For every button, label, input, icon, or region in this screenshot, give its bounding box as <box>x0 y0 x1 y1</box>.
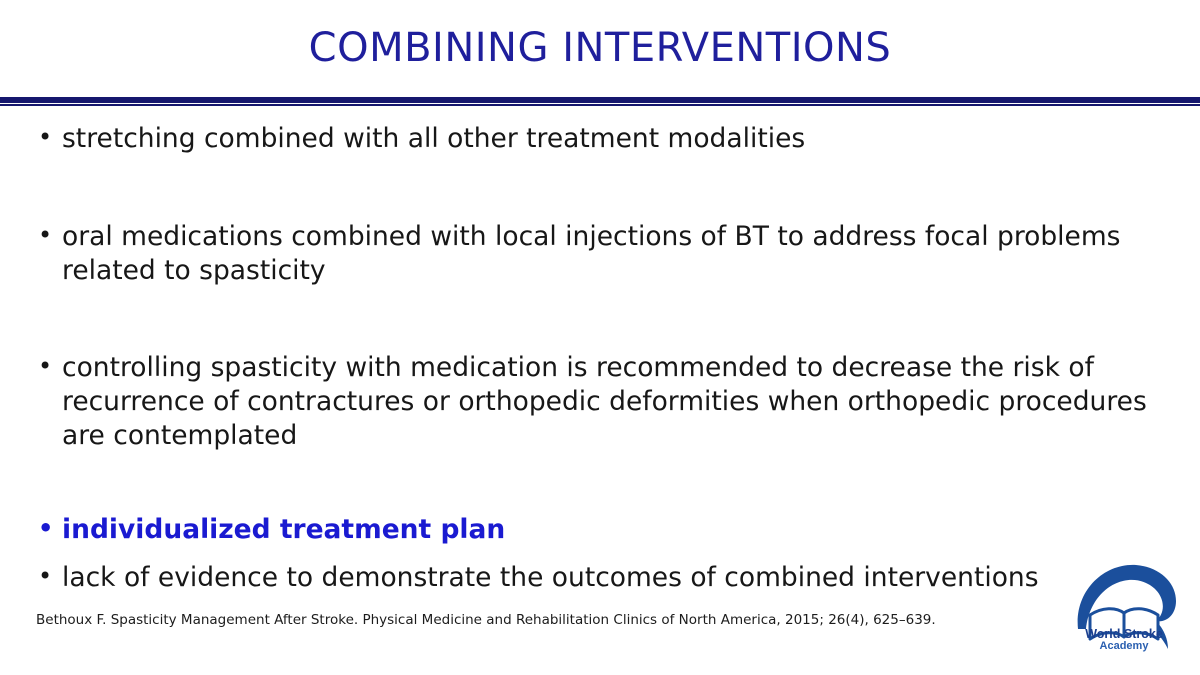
list-item: • oral medications combined with local injections of BT to address focal problems related to spasticity <box>34 220 1164 288</box>
list-item-highlighted: • individualized treatment plan <box>34 513 1164 547</box>
world-stroke-academy-logo <box>1064 557 1184 667</box>
page-title: COMBINING INTERVENTIONS <box>308 25 892 71</box>
title-divider-thick <box>0 97 1200 103</box>
list-item: • stretching combined with all other treatment modalities <box>34 122 1164 156</box>
bullet-list <box>34 122 1164 595</box>
citation-text: Bethoux F. Spasticity Management After Stroke. Physical Medicine and Rehabilitation Clinics of North America, 2015; 26(4), 625–639. <box>36 612 936 628</box>
list-item: • controlling spasticity with medication is recommended to decrease the risk of recurrence of contractures or orthopedic deformities when orthopedic procedures are contemplated <box>34 351 1164 454</box>
title-divider-thin <box>0 104 1200 106</box>
logo-label <box>1064 628 1184 653</box>
list-item: • lack of evidence to demonstrate the outcomes of combined interventions <box>34 561 1164 595</box>
logo-label-line1: World Stroke <box>1085 627 1163 642</box>
logo-label-line2: Academy <box>1099 640 1149 653</box>
